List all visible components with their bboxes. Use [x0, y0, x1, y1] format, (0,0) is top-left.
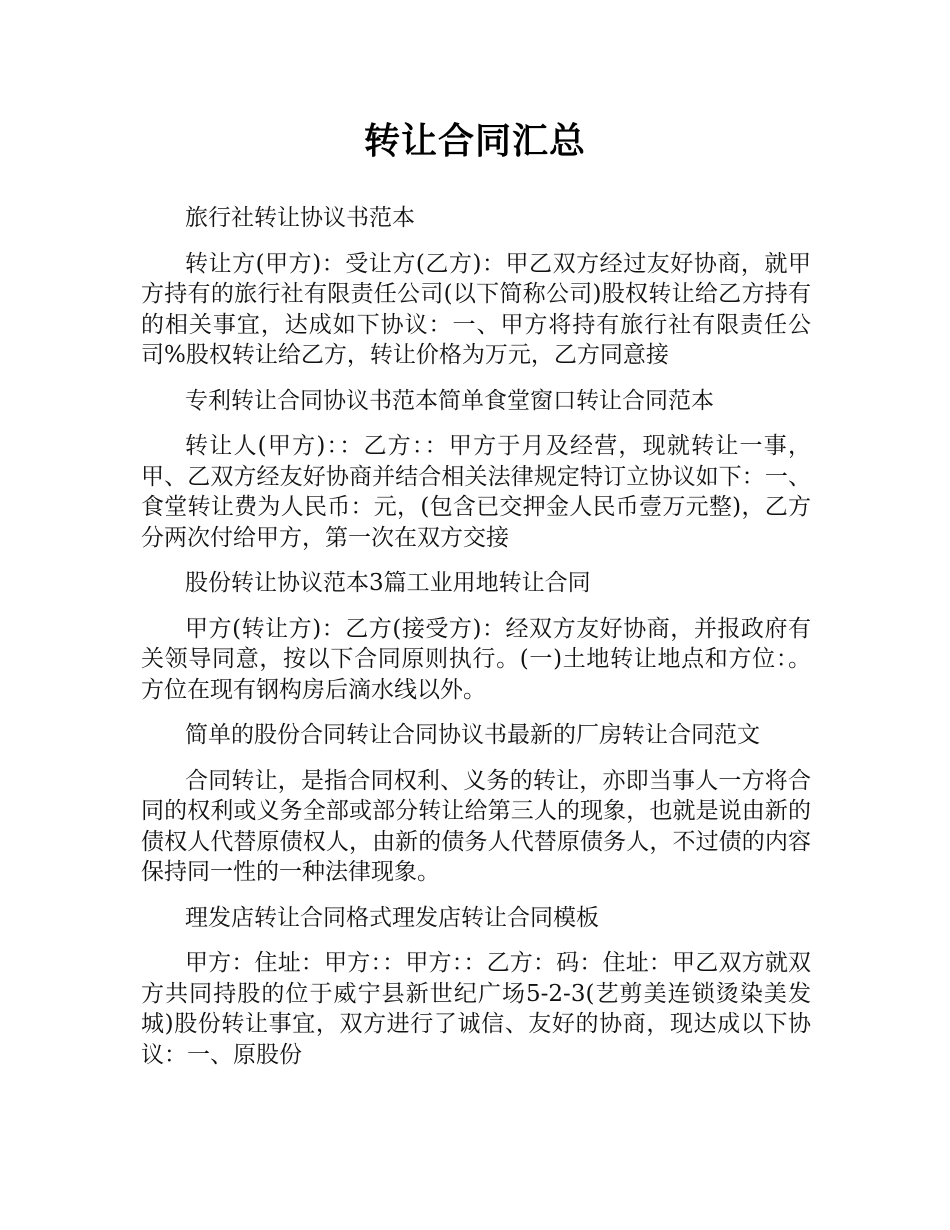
paragraph-heading-barbershop: 理发店转让合同格式理发店转让合同模板 — [185, 904, 599, 931]
paragraph-industrial-land-agreement: 甲方(转让方)：乙方(接受方)：经双方友好协商，并报政府有关领导同意，按以下合同原则执行。(一)土地转让地点和方位：。方位在现有钢构房后滴水线以外。 — [141, 615, 811, 703]
document-title: 转让合同汇总 — [363, 121, 586, 162]
paragraph-heading-canteen: 专利转让合同协议书范本简单食堂窗口转让合同范本 — [185, 387, 714, 414]
paragraph-heading-travel-agency: 旅行社转让协议书范本 — [185, 205, 415, 231]
paragraph-canteen-agreement: 转让人(甲方)：：乙方：：甲方于月及经营，现就转让一事，甲、乙双方经友好协商并结合相关法律规定特订立协议如下：一、食堂转让费为人民币：元，(包含已交押金人民币壹万元整)，乙方分两次付给甲方，第一次在双方交接 — [141, 433, 811, 551]
paragraph-contract-transfer-definition: 合同转让，是指合同权利、义务的转让，亦即当事人一方将合同的权利或义务全部或部分转让给第三人的现象，也就是说由新的债权人代替原债权人，由新的债务人代替原债务人，不过债的内容保持同一性的一种法律现象。 — [141, 767, 811, 885]
paragraph-heading-industrial-land: 股份转让协议范本3篇工业用地转让合同 — [185, 570, 591, 596]
paragraph-barbershop-agreement: 甲方：住址：甲方：：甲方：：乙方：码：住址：甲乙双方就双方共同持股的位于威宁县新世纪广场5-2-3(艺剪美连锁烫染美发城)股份转让事宜，双方进行了诚信、友好的协商，现达成以下协议：一、原股份 — [141, 950, 811, 1068]
paragraph-heading-factory: 简单的股份合同转让合同协议书最新的厂房转让合同范文 — [185, 722, 760, 748]
document-body — [141, 203, 811, 1085]
paragraph-travel-agency-agreement: 转让方(甲方)：受让方(乙方)：甲乙双方经过友好协商，就甲方持有的旅行社有限责任公司(以下简称公司)股权转让给乙方持有的相关事宜，达成如下协议：一、甲方将持有旅行社有限责任公司%股权转让给乙方，转让价格为万元，乙方同意接 — [141, 250, 811, 368]
